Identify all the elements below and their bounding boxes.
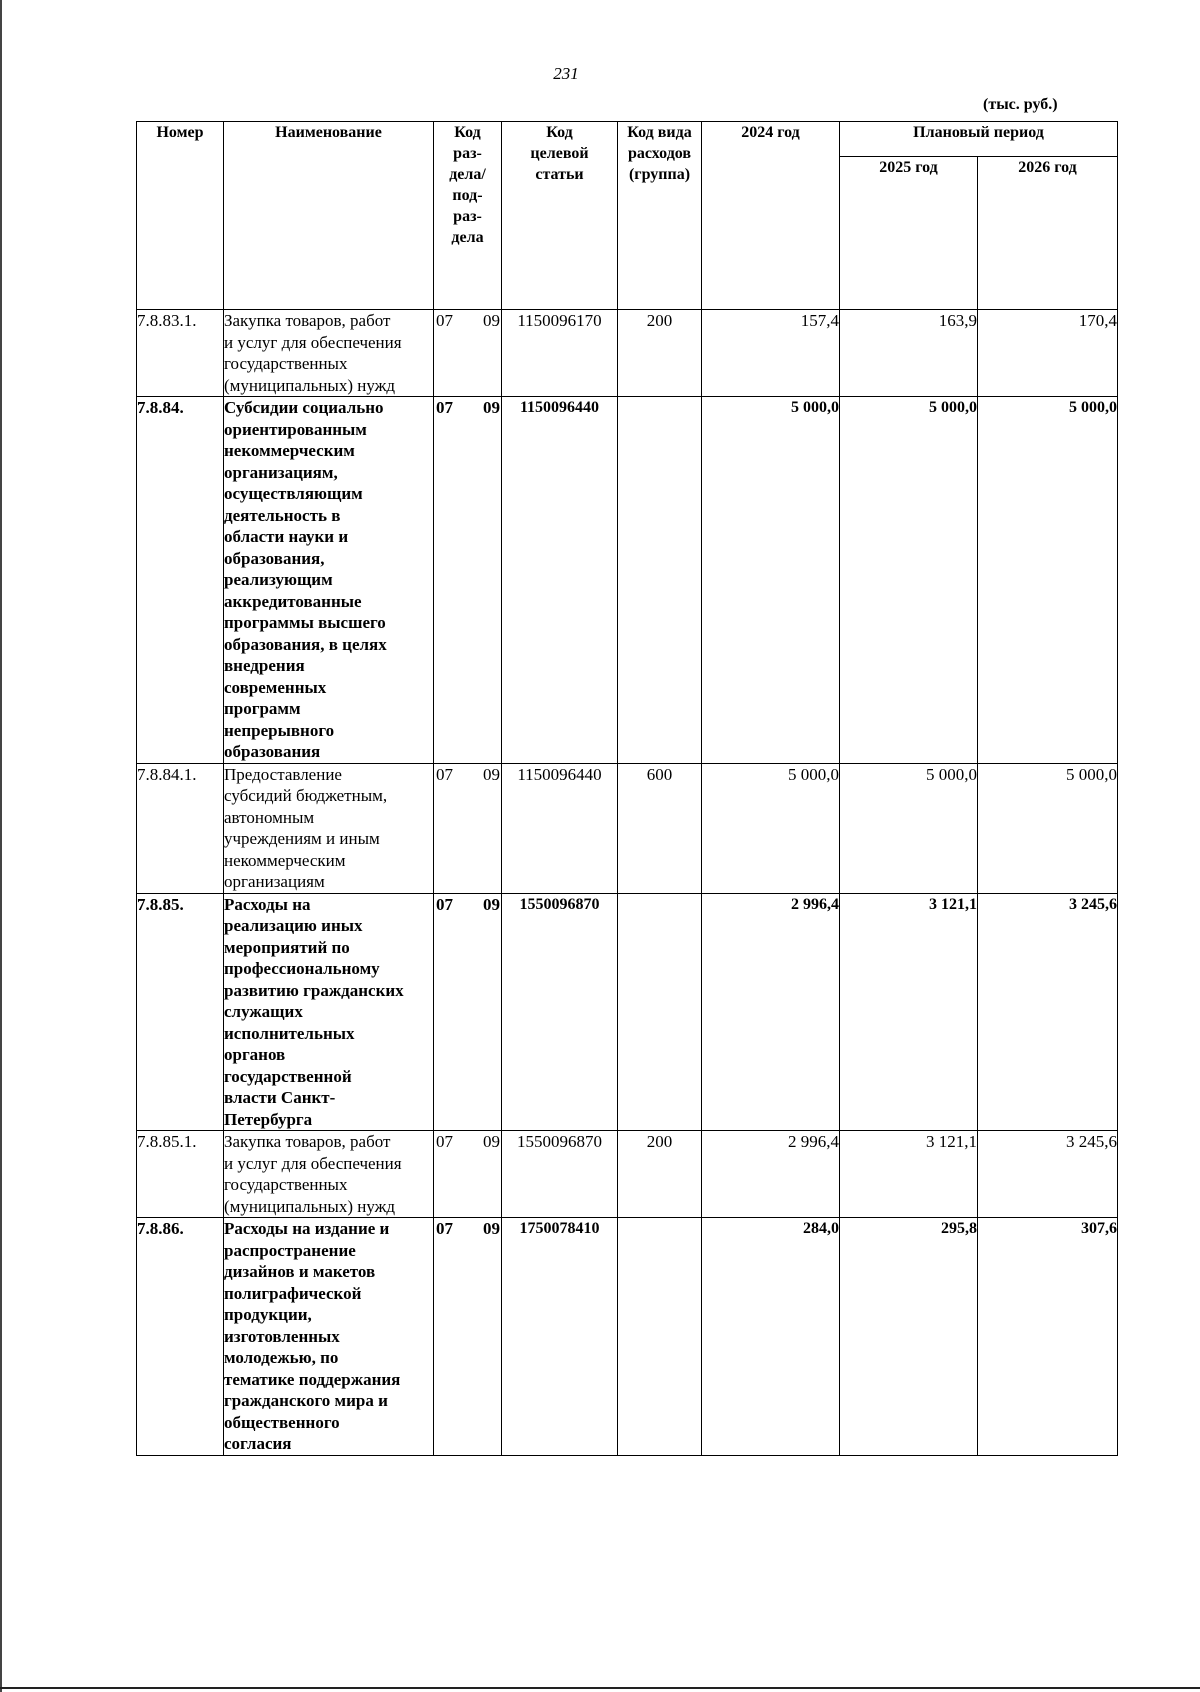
table-header (137, 122, 1118, 310)
table-row (137, 1218, 1118, 1456)
row-name-line: и услуг для обеспечения (224, 1153, 402, 1173)
row-number: 7.8.84. (137, 397, 224, 764)
row-name-line: Расходы на издание и (224, 1219, 390, 1238)
header-year-2024: 2024 год (702, 122, 840, 310)
row-name-line: Закупка товаров, работ (224, 1132, 391, 1151)
section-subsection (434, 397, 501, 419)
section-code: 07 (436, 764, 453, 784)
section-code: 07 (436, 894, 453, 914)
row-amount-2026: 170,4 (978, 310, 1118, 397)
row-name-line: реализацию иных (224, 916, 363, 935)
page-number: 231 (553, 64, 579, 83)
row-name-line: Петербурга (224, 1109, 313, 1129)
row-name-line: области науки и (224, 527, 349, 546)
row-name-line: государственных (224, 354, 348, 373)
row-target-code: 1750078410 (502, 1218, 618, 1456)
row-kvr-code (618, 893, 702, 1131)
row-name-line: изготовленных (224, 1326, 340, 1346)
row-name-line: ориентированным (224, 419, 367, 439)
row-name-line: образования (224, 742, 321, 761)
row-amount-2026: 5 000,0 (978, 763, 1118, 893)
section-subsection (434, 1131, 501, 1153)
row-section-code (434, 893, 502, 1131)
table-row (137, 1131, 1118, 1218)
subsection-code: 09 (483, 764, 500, 784)
row-name-line: образования, в целях (224, 634, 387, 654)
row-amount-2024: 157,4 (702, 310, 840, 397)
row-name-line: исполнительных (224, 1023, 355, 1043)
subsection-code: 09 (483, 894, 500, 914)
row-name-line: организациям (224, 872, 325, 891)
row-name-line: автономным (224, 807, 315, 827)
row-name (224, 1218, 434, 1456)
row-name-line: Субсидии социально (224, 398, 384, 417)
bottom-scan-line (0, 1687, 1200, 1689)
row-kvr-code (618, 1218, 702, 1456)
section-code: 07 (436, 1132, 453, 1151)
header-target-line: целевой (530, 145, 589, 162)
row-amount-2025: 3 121,1 (840, 893, 978, 1131)
row-amount-2025: 5 000,0 (840, 763, 978, 893)
row-section-code (434, 763, 502, 893)
row-amount-2025: 5 000,0 (840, 397, 978, 764)
row-amount-2026: 3 245,6 (978, 1131, 1118, 1218)
row-name (224, 1131, 434, 1218)
section-subsection (434, 764, 501, 786)
row-amount-2024: 2 996,4 (702, 1131, 840, 1218)
header-kvr-line: (группа) (628, 166, 691, 183)
header-section (434, 122, 502, 310)
row-name-line: общественного (224, 1412, 340, 1432)
header-year-2026: 2026 год (978, 157, 1118, 310)
row-name (224, 397, 434, 764)
header-target-line: Код (546, 124, 573, 141)
row-name-line: программ (224, 699, 301, 718)
row-name-line: власти Санкт- (224, 1088, 336, 1107)
row-target-code: 1150096440 (502, 763, 618, 893)
row-name-line: некоммерческим (224, 441, 355, 460)
header-number: Номер (137, 122, 224, 310)
row-number: 7.8.84.1. (137, 763, 224, 893)
row-name (224, 763, 434, 893)
row-section-code (434, 397, 502, 764)
row-name-line: непрерывного (224, 720, 335, 740)
header-kvr-line: расходов (627, 145, 692, 162)
row-amount-2024: 5 000,0 (702, 397, 840, 764)
row-name-line: деятельность в (224, 505, 341, 525)
subsection-code: 09 (483, 1132, 500, 1151)
row-amount-2025: 295,8 (840, 1218, 978, 1456)
header-section-line: под- (452, 187, 483, 204)
header-section-line: дела/ (449, 166, 486, 183)
row-name-line: государственных (224, 1175, 348, 1194)
row-name-line: молодежью, по (224, 1348, 339, 1367)
section-code: 07 (436, 311, 453, 330)
table-row (137, 893, 1118, 1131)
row-name-line: субсидий бюджетным, (224, 786, 388, 805)
section-code: 07 (436, 1219, 453, 1238)
table-row (137, 763, 1118, 893)
row-name-line: служащих (224, 1002, 303, 1021)
row-name-line: осуществляющим (224, 484, 363, 503)
row-number: 7.8.85.1. (137, 1131, 224, 1218)
row-name-line: внедрения (224, 656, 305, 675)
row-name-line: аккредитованные (224, 591, 362, 611)
row-name-line: Предоставление (224, 764, 342, 784)
row-name-line: согласия (224, 1434, 292, 1453)
row-name-line: гражданского мира и (224, 1391, 388, 1410)
row-target-code: 1550096870 (502, 893, 618, 1131)
row-name (224, 310, 434, 397)
section-subsection (434, 310, 501, 332)
row-target-code: 1150096440 (502, 397, 618, 764)
scan-edge-line (0, 0, 2, 1692)
row-name-line: Расходы на (224, 894, 311, 914)
row-name-line: мероприятий по (224, 937, 350, 957)
row-amount-2024: 5 000,0 (702, 763, 840, 893)
header-kvr-line: Код вида (627, 124, 692, 141)
section-subsection (434, 894, 501, 916)
row-amount-2026: 3 245,6 (978, 893, 1118, 1131)
table-body (137, 310, 1118, 1456)
row-name-line: государственной (224, 1066, 352, 1086)
row-target-code: 1150096170 (502, 310, 618, 397)
row-name-line: развитию гражданских (224, 980, 404, 1000)
row-kvr-code (618, 397, 702, 764)
subsection-code: 09 (483, 1219, 500, 1238)
row-name-line: и услуг для обеспечения (224, 332, 402, 352)
row-name-line: профессиональному (224, 959, 380, 978)
row-name-line: распространение (224, 1240, 356, 1260)
header-target (502, 122, 618, 310)
row-name-line: (муниципальных) нужд (224, 375, 396, 395)
row-name-line: полиграфической (224, 1283, 362, 1303)
section-subsection (434, 1218, 501, 1240)
header-kvr (618, 122, 702, 310)
header-section-line: раз- (453, 208, 482, 225)
table-row (137, 310, 1118, 397)
units-label: (тыс. руб.) (983, 96, 1058, 113)
row-name-line: реализующим (224, 570, 333, 589)
row-amount-2024: 284,0 (702, 1218, 840, 1456)
row-name-line: дизайнов и макетов (224, 1262, 376, 1281)
row-kvr-code: 200 (618, 310, 702, 397)
row-name (224, 893, 434, 1131)
row-kvr-code: 200 (618, 1131, 702, 1218)
row-name-line: тематике поддержания (224, 1369, 401, 1389)
row-name-line: образования, (224, 548, 325, 568)
header-section-line: дела (451, 229, 484, 246)
row-target-code: 1550096870 (502, 1131, 618, 1218)
header-plan-period: Плановый период (840, 122, 1118, 157)
row-amount-2025: 163,9 (840, 310, 978, 397)
row-name-line: некоммерческим (224, 850, 346, 870)
row-name-line: органов (224, 1045, 286, 1064)
row-number: 7.8.83.1. (137, 310, 224, 397)
row-kvr-code: 600 (618, 763, 702, 893)
row-amount-2025: 3 121,1 (840, 1131, 978, 1218)
row-name-line: программы высшего (224, 613, 386, 632)
row-name-line: организациям, (224, 462, 338, 482)
row-name-line: учреждениям и иным (224, 829, 380, 848)
row-amount-2024: 2 996,4 (702, 893, 840, 1131)
row-section-code (434, 1218, 502, 1456)
subsection-code: 09 (483, 398, 500, 417)
header-name: Наименование (224, 122, 434, 310)
row-name-line: современных (224, 677, 327, 697)
row-section-code (434, 310, 502, 397)
budget-table (136, 121, 1118, 1456)
row-amount-2026: 5 000,0 (978, 397, 1118, 764)
header-year-2025: 2025 год (840, 157, 978, 310)
table-row (137, 397, 1118, 764)
header-target-line: статьи (535, 166, 584, 183)
row-number: 7.8.85. (137, 893, 224, 1131)
subsection-code: 09 (483, 311, 500, 330)
row-section-code (434, 1131, 502, 1218)
header-section-line: раз- (453, 145, 482, 162)
header-section-line: Код (454, 124, 481, 141)
row-name-line: (муниципальных) нужд (224, 1196, 396, 1216)
row-name-line: Закупка товаров, работ (224, 311, 391, 330)
row-name-line: продукции, (224, 1305, 312, 1324)
row-number: 7.8.86. (137, 1218, 224, 1456)
row-amount-2026: 307,6 (978, 1218, 1118, 1456)
section-code: 07 (436, 398, 453, 417)
